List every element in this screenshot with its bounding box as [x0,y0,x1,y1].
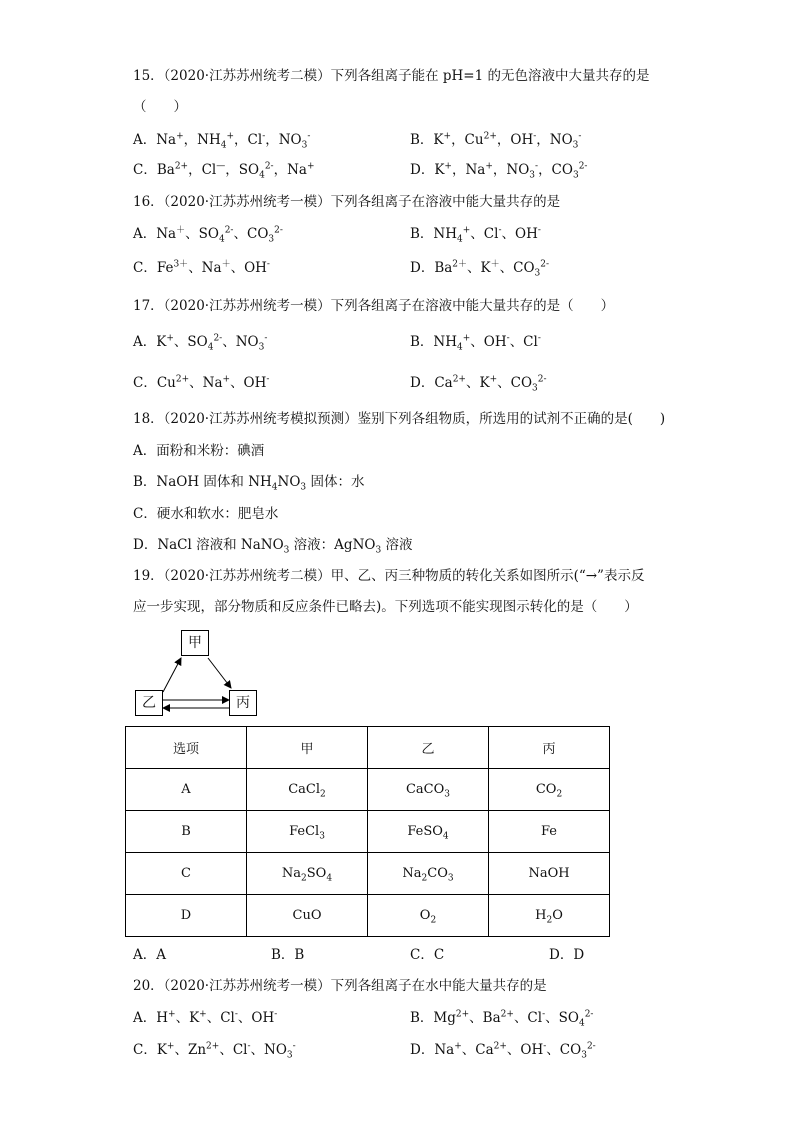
table-cell: C [126,853,247,895]
q16-stem: 16．（2020·江苏苏州统考一模）下列各组离子在溶液中能大量共存的是 [133,194,561,210]
table-cell: CaCO$_3$ [368,769,489,811]
node-bing: 丙 [229,690,257,716]
q19-stem-line1: 19．（2020·江苏苏州统考二模）甲、乙、丙三种物质的转化关系如图所示(“→”表示反 [133,568,645,584]
q15-answer-paren: （ ） [133,99,187,115]
q18-option-c: C．硬水和软水：肥皂水 [133,506,279,522]
table-cell: $CO_2$ [489,769,610,811]
q16-option-a: A．Na＋、$SO_4^{2-}$、$CO_3^{2-}$ [133,225,283,245]
q20-option-c: C．K+、$Zn^{2+}$、Cl-、$NO_3^-$ [133,1041,296,1061]
arrow-yi-to-jia [163,658,181,692]
table-cell: $O_2$ [368,895,489,937]
arrow-jia-to-bing [208,658,231,688]
table-cell: FeCl$_3$ [247,811,368,853]
table-header-row [126,727,610,769]
q18-option-b: B．NaOH 固体和 $NH_4NO_3$ 固体：水 [133,474,365,493]
q18-option-a: A．面粉和米粉：碘酒 [133,443,265,459]
conversion-diagram [133,628,263,720]
table-header-cell: 乙 [368,727,489,769]
table-header-cell: 丙 [489,727,610,769]
q20-option-a: A．H+、K+、Cl-、OH- [133,1009,278,1026]
table-cell: $H_2O$ [489,895,610,937]
q15-option-c: C．$Ba^{2+}$，Cl—，$SO_4^{2-}$，Na+ [133,161,315,181]
q17-option-d: D．$Ca^{2+}$、K+、$CO_3^{2-}$ [410,374,547,394]
q19-option-b: B．B [271,947,305,963]
node-jia: 甲 [181,630,209,656]
options-table [125,726,610,937]
q17-stem: 17．（2020·江苏苏州统考一模）下列各组离子在溶液中能大量共存的是（ ） [133,298,615,314]
table-cell: $Na_2SO_4$ [247,853,368,895]
q20-option-b: B．$Mg^{2+}$、$Ba^{2+}$、Cl-、$SO_4^{2-}$ [410,1009,594,1029]
node-yi: 乙 [135,690,163,716]
q16-option-d: D．$Ba^{2+}$、K＋、$CO_3^{2-}$ [410,259,550,279]
q17-option-b: B．$NH_4^+$、OH-、Cl- [410,333,541,353]
table-cell: $Na_2CO_3$ [368,853,489,895]
q15-option-a: A．Na+，$NH_4^+$，Cl-，$NO_3^-$ [133,131,311,151]
table-cell: B [126,811,247,853]
q17-option-a: A．K+、$SO_4^{2-}$、$NO_3^-$ [133,333,268,353]
q15-stem: 15．（2020·江苏苏州统考二模）下列各组离子能在 pH=1 的无色溶液中大量共存的是 [133,68,650,84]
table-cell: A [126,769,247,811]
table-cell: NaOH [489,853,610,895]
table-header-cell: 选项 [126,727,247,769]
q16-option-b: B．$NH_4^+$、Cl-、OH- [410,225,541,245]
table-cell: FeSO$_4$ [368,811,489,853]
table-row [126,769,610,811]
q18-option-d: D．NaCl 溶液和 NaNO$_3$ 溶液：AgNO$_3$ 溶液 [133,537,413,556]
q16-option-c: C．$Fe^{3+}$、Na＋、OH- [133,259,270,276]
table-cell: CaCl$_2$ [247,769,368,811]
table-header-cell: 甲 [247,727,368,769]
q20-stem: 20．（2020·江苏苏州统考一模）下列各组离子在水中能大量共存的是 [133,978,547,994]
table-cell: CuO [247,895,368,937]
q19-option-d: D．D [549,947,585,963]
table-row [126,811,610,853]
q15-option-b: B．K+，$Cu^{2+}$，OH-，$NO_3^-$ [410,131,582,151]
q17-option-c: C．$Cu^{2+}$、Na+、OH- [133,374,270,391]
q19-option-c: C．C [410,947,445,963]
table-cell: D [126,895,247,937]
table-row [126,895,610,937]
q20-option-d: D．Na+、$Ca^{2+}$、OH-、$CO_3^{2-}$ [410,1041,596,1061]
table-row [126,853,610,895]
q19-option-a: A．A [133,947,166,963]
q19-stem-line2: 应一步实现，部分物质和反应条件已略去)。下列选项不能实现图示转化的是（ ） [133,599,638,615]
q15-option-d: D．K+，Na+，$NO_3^-$，$CO_3^{2-}$ [410,161,588,181]
table-cell: Fe [489,811,610,853]
q18-stem: 18．（2020·江苏苏州统考模拟预测）鉴别下列各组物质，所选用的试剂不正确的是( ) [133,411,666,427]
